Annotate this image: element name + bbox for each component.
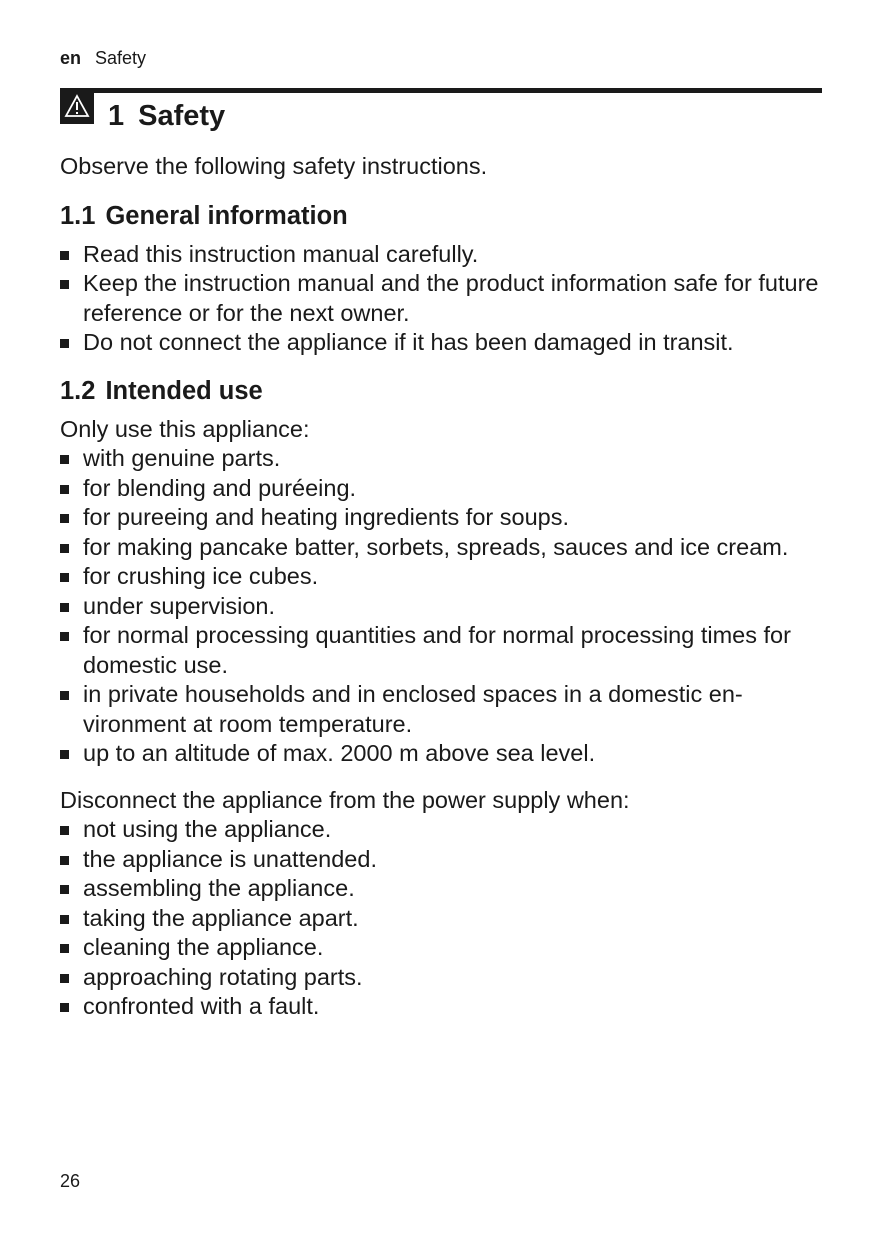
section-heading-intended-use <box>60 375 822 407</box>
list-item: for making pancake batter, sorbets, spreads, sauces and ice cream. <box>60 533 822 563</box>
chapter-title <box>108 99 225 133</box>
chapter-intro: Observe the following safety instructions. <box>60 153 488 179</box>
section-title: Intended use <box>105 376 263 405</box>
list-item: Do not connect the appliance if it has been damaged in transit. <box>60 328 822 358</box>
list-item: Read this instruction manual carefully. <box>60 240 822 270</box>
list-item: the appliance is unattended. <box>60 845 822 875</box>
warning-triangle-icon <box>60 88 94 124</box>
chapter-number: 1 <box>108 100 125 132</box>
section-title: General information <box>105 201 348 230</box>
list-item: for pureeing and heating ingredients for soups. <box>60 503 822 533</box>
list-item: confronted with a fault. <box>60 992 822 1022</box>
disconnect-lead: Disconnect the appliance from the power supply when: <box>60 786 630 813</box>
list-item: Keep the instruction manual and the product information safe for future reference or for the next owner. <box>60 269 822 328</box>
list-item: assembling the appliance. <box>60 874 822 904</box>
list-item: approaching rotating parts. <box>60 963 822 993</box>
section-number: 1.1 <box>60 201 96 230</box>
section-heading-general-information <box>60 200 822 232</box>
list-item: in private households and in enclosed spaces in a domestic en-vironment at room temperature. <box>60 680 822 739</box>
intended-use-lead: Only use this appliance: <box>60 415 310 442</box>
list-item: taking the appliance apart. <box>60 904 822 934</box>
list-item: with genuine parts. <box>60 444 822 474</box>
general-information-list <box>60 240 822 358</box>
list-item: for normal processing quantities and for normal processing times for domestic use. <box>60 621 822 680</box>
running-header-section: Safety <box>95 48 147 68</box>
list-item: for blending and puréeing. <box>60 474 822 504</box>
running-header <box>60 47 146 69</box>
intended-use-list <box>60 444 822 769</box>
chapter-title-text: Safety <box>138 100 226 132</box>
list-item: not using the appliance. <box>60 815 822 845</box>
list-item: cleaning the appliance. <box>60 933 822 963</box>
list-item: up to an altitude of max. 2000 m above sea level. <box>60 739 822 769</box>
section-number: 1.2 <box>60 376 96 405</box>
list-item: under supervision. <box>60 592 822 622</box>
page-number: 26 <box>60 1171 81 1191</box>
disconnect-list <box>60 815 822 1022</box>
chapter-rule <box>60 88 822 93</box>
chapter-content <box>60 152 822 1022</box>
manual-page <box>60 0 822 1241</box>
language-code: en <box>60 48 82 68</box>
list-item: for crushing ice cubes. <box>60 562 822 592</box>
